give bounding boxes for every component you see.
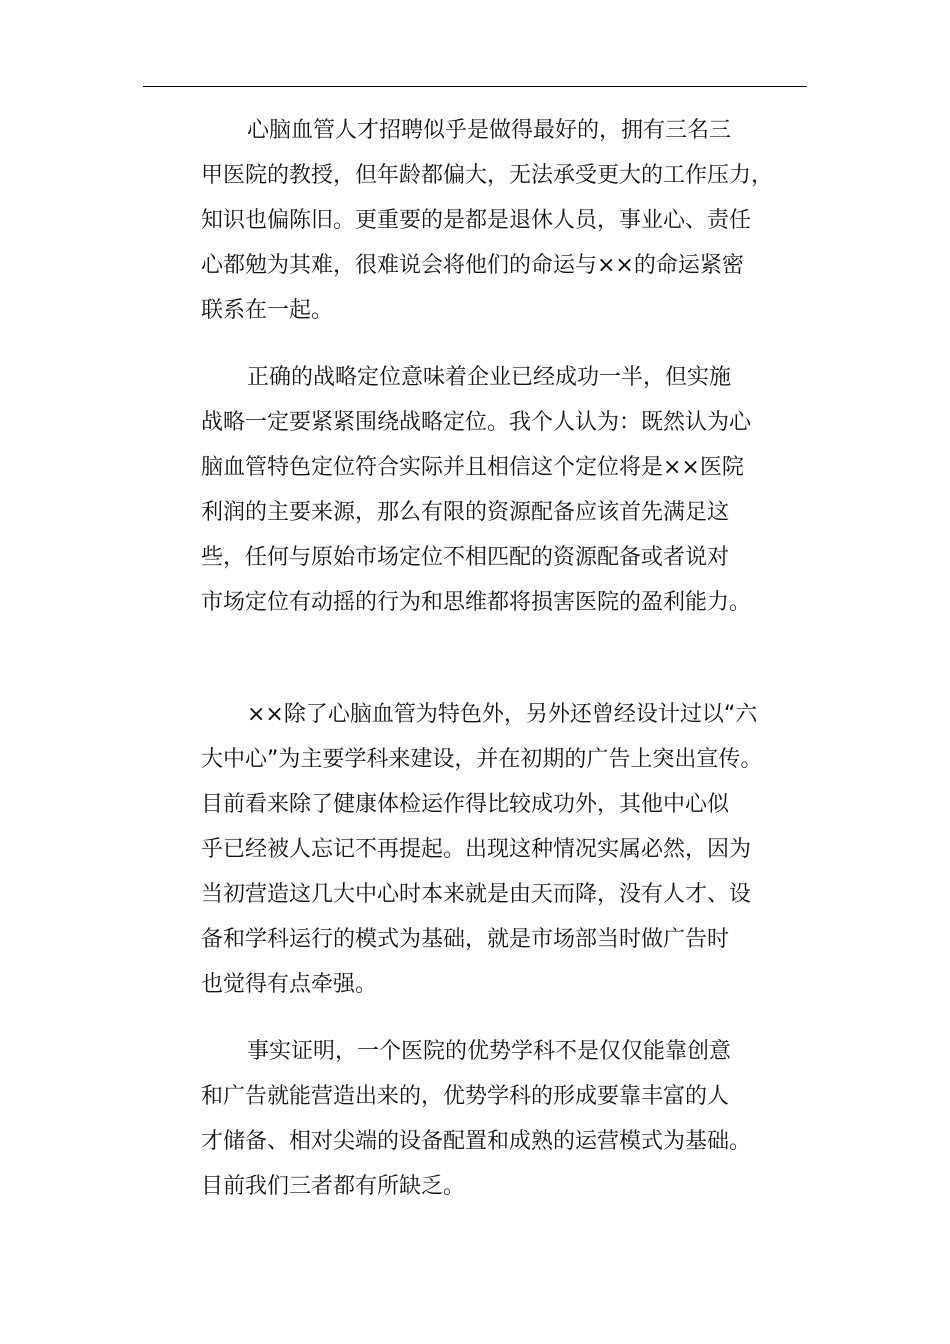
paragraph-2 [201,355,761,625]
paragraph-line: 战略一定要紧紧围绕战略定位。我个人认为：既然认为心 [201,410,752,435]
paragraph-line: 正确的战略定位意味着企业已经成功一半，但实施 [247,365,732,390]
paragraph-line: 心都勉为其难，很难说会将他们的命运与××的命运紧密 [201,253,744,278]
document-body [201,108,774,1209]
paragraph-line: 大中心”为主要学科来建设，并在初期的广告上突出宣传。 [201,747,763,772]
paragraph-line: 才储备、相对尖端的设备配置和成熟的运营模式为基础。 [201,1129,752,1154]
paragraph-line: 甲医院的教授，但年龄都偏大，无法承受更大的工作压力， [201,163,774,188]
paragraph-1 [201,108,774,333]
paragraph-line: 利润的主要来源，那么有限的资源配备应该首先满足这 [201,500,730,525]
paragraph-line: 目前看来除了健康体检运作得比较成功外，其他中心似 [201,792,730,817]
paragraph-line: 事实证明，一个医院的优势学科不是仅仅能靠创意 [247,1039,732,1064]
paragraph-line: 和广告就能营造出来的，优势学科的形成要靠丰富的人 [201,1084,730,1109]
paragraph-line: 当初营造这几大中心时本来就是由天而降，没有人才、设 [201,882,752,907]
paragraph-line: 目前我们三者都有所缺乏。 [201,1174,466,1199]
paragraph-line: 联系在一起。 [201,298,334,323]
paragraph-3 [201,692,761,1007]
paragraph-spacer [201,333,761,355]
paragraph-spacer [201,1007,761,1029]
header-rule [143,86,807,87]
paragraph-4 [201,1029,761,1209]
paragraph-line: 市场定位有动摇的行为和思维都将损害医院的盈利能力。 [201,590,752,615]
paragraph-spacer [201,625,761,692]
paragraph-line: 知识也偏陈旧。更重要的是都是退休人员，事业心、责任 [201,208,752,233]
paragraph-line: 脑血管特色定位符合实际并且相信这个定位将是××医院 [201,455,744,480]
paragraph-line: 些，任何与原始市场定位不相匹配的资源配备或者说对 [201,545,730,570]
paragraph-line: 备和学科运行的模式为基础，就是市场部当时做广告时 [201,927,730,952]
paragraph-line: 也觉得有点牵强。 [201,972,378,997]
paragraph-line: ××除了心脑血管为特色外，另外还曾经设计过以“六 [247,702,758,727]
paragraph-line: 心脑血管人才招聘似乎是做得最好的，拥有三名三 [247,118,732,143]
paragraph-line: 乎已经被人忘记不再提起。出现这种情况实属必然，因为 [201,837,752,862]
